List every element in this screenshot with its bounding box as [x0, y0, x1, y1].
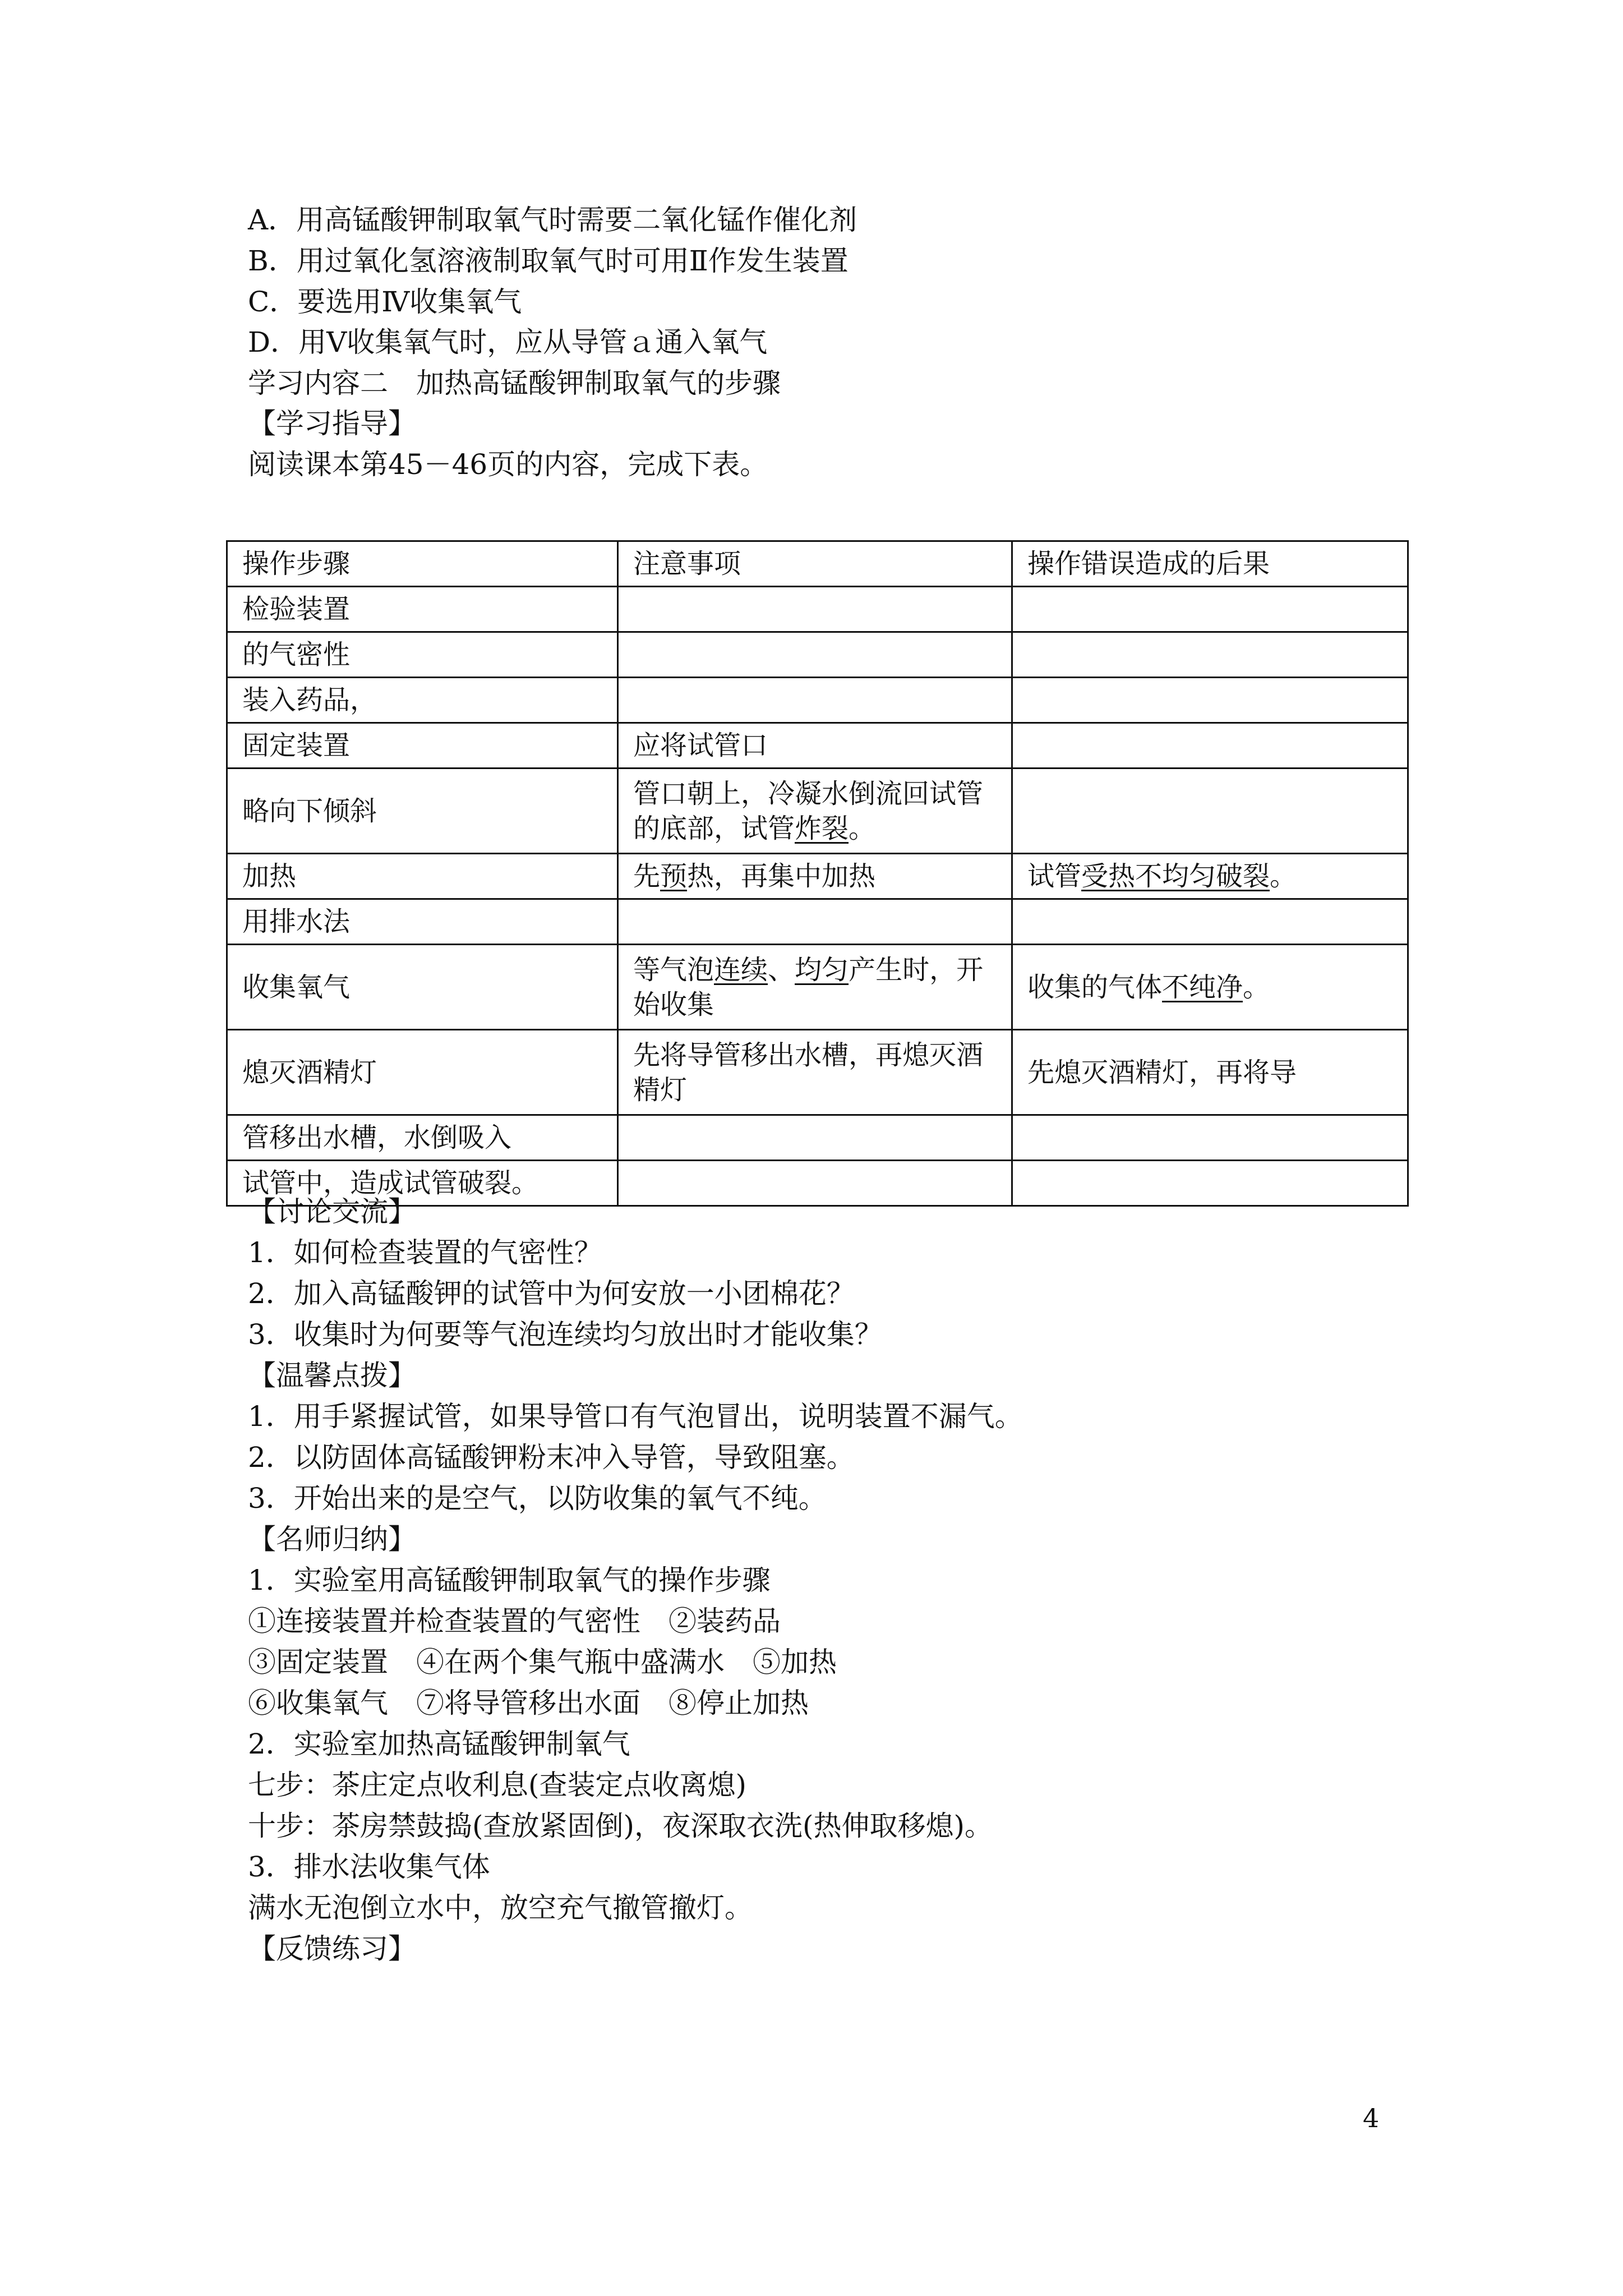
text-line: ①连接装置并检查装置的气密性 ②装药品 [248, 1605, 781, 1637]
cell-text: 、 [768, 954, 795, 986]
text-line: 2．以防固体高锰酸钾粉末冲入导管，导致阻塞。 [248, 1441, 855, 1474]
cell-notes [618, 854, 1012, 899]
text-line: ③固定装置 ④在两个集气瓶中盛满水 ⑤加热 [248, 1646, 837, 1678]
cell-consequence [1012, 678, 1408, 723]
cell-consequence [1012, 1030, 1408, 1115]
table-row [227, 1030, 1408, 1115]
page-number: 4 [1363, 2103, 1380, 2133]
header-step: 操作步骤 [227, 541, 618, 587]
steps-table-wrapper [226, 540, 1409, 1207]
cell-step: 用排水法 [227, 899, 618, 945]
cell-consequence [1012, 945, 1408, 1030]
text-line: 1．实验室用高锰酸钾制取氧气的操作步骤 [248, 1564, 771, 1596]
cell-step: 略向下倾斜 [227, 769, 618, 854]
table-row [227, 723, 1408, 769]
table-row [227, 769, 1408, 854]
text-line: 3．开始出来的是空气，以防收集的氧气不纯。 [248, 1482, 827, 1515]
text-line: 学习内容二 加热高锰酸钾制取氧气的步骤 [248, 367, 781, 399]
text-line: 十步：茶房禁鼓捣(查放紧固倒)，夜深取衣洗(热伸取移熄)。 [248, 1810, 993, 1842]
cell-text: 。 [1270, 861, 1297, 892]
cell-consequence [1012, 632, 1408, 678]
answer-text: 连续 [714, 954, 768, 986]
text-line: 3．收集时为何要等气泡连续均匀放出时才能收集？ [248, 1318, 883, 1351]
text-line: 1．用手紧握试管，如果导管口有气泡冒出，说明装置不漏气。 [248, 1400, 1023, 1433]
table-row [227, 945, 1408, 1030]
cell-text: 应将试管口 [633, 730, 768, 761]
text-line: 3．排水法收集气体 [248, 1851, 490, 1883]
text-line: D．用Ⅴ收集氧气时，应从导管ａ通入氧气 [248, 326, 768, 358]
text-line: 2．实验室加热高锰酸钾制氧气 [248, 1728, 630, 1760]
cell-notes [618, 945, 1012, 1030]
cell-notes [618, 1161, 1012, 1206]
cell-step: 管移出水槽，水倒吸入 [227, 1115, 618, 1161]
cell-notes [618, 1030, 1012, 1115]
cell-notes [618, 678, 1012, 723]
text-line: C．要选用Ⅳ收集氧气 [248, 286, 522, 318]
cell-text: 热，再集中加热 [687, 861, 876, 892]
cell-text: 试管 [1027, 861, 1082, 892]
cell-step: 收集氧气 [227, 945, 618, 1030]
header-consequence: 操作错误造成的后果 [1012, 541, 1408, 587]
text-line: 【讨论交流】 [248, 1195, 416, 1228]
cell-text: 管口朝上，冷凝水倒流回试管的底部，试管 [633, 777, 984, 844]
cell-consequence [1012, 854, 1408, 899]
text-line: 阅读课本第45－46页的内容，完成下表。 [248, 448, 768, 481]
text-line: 2．加入高锰酸钾的试管中为何安放一小团棉花？ [248, 1277, 855, 1310]
cell-text: 收集的气体 [1027, 971, 1163, 1003]
cell-notes [618, 1115, 1012, 1161]
text-line: 1．如何检查装置的气密性？ [248, 1236, 602, 1269]
cell-consequence [1012, 587, 1408, 632]
answer-text: 预 [660, 861, 688, 892]
cell-notes [618, 769, 1012, 854]
table-row [227, 587, 1408, 632]
cell-text: 先熄灭酒精灯，再将导 [1027, 1056, 1297, 1088]
header-notes: 注意事项 [618, 541, 1012, 587]
text-line: 【温馨点拨】 [248, 1359, 416, 1392]
cell-text: 先将导管移出水槽，再熄灭酒精灯 [633, 1039, 984, 1106]
table-row [227, 899, 1408, 945]
steps-table [226, 540, 1409, 1207]
table-row [227, 678, 1408, 723]
cell-step: 的气密性 [227, 632, 618, 678]
cell-consequence [1012, 1161, 1408, 1206]
table-row [227, 632, 1408, 678]
cell-step: 检验装置 [227, 587, 618, 632]
text-line: ⑥收集氧气 ⑦将导管移出水面 ⑧停止加热 [248, 1687, 809, 1719]
cell-step: 加热 [227, 854, 618, 899]
cell-step: 装入药品， [227, 678, 618, 723]
table-row [227, 854, 1408, 899]
text-line: 【名师归纳】 [248, 1523, 416, 1556]
cell-text: 产生时，开始收集 [633, 954, 984, 1020]
cell-step: 固定装置 [227, 723, 618, 769]
cell-notes [618, 632, 1012, 678]
cell-consequence [1012, 899, 1408, 945]
cell-notes [618, 899, 1012, 945]
cell-consequence [1012, 1115, 1408, 1161]
answer-text: 受热不均匀破裂 [1081, 861, 1270, 892]
text-line: B．用过氧化氢溶液制取氧气时可用Ⅱ作发生装置 [248, 245, 849, 277]
text-line: A．用高锰酸钾制取氧气时需要二氧化锰作催化剂 [248, 204, 857, 236]
cell-notes [618, 723, 1012, 769]
text-line: 七步：茶庄定点收利息(查装定点收离熄) [248, 1769, 747, 1801]
cell-text: 先 [633, 861, 661, 892]
table-header-row [227, 541, 1408, 587]
answer-text: 均匀 [795, 954, 849, 986]
answer-text: 不纯净 [1162, 971, 1243, 1003]
text-line: 【学习指导】 [248, 407, 416, 440]
text-line: 满水无泡倒立水中，放空充气撤管撤灯。 [248, 1892, 753, 1924]
cell-text: 。 [849, 812, 876, 844]
cell-consequence [1012, 769, 1408, 854]
cell-step: 试管中，造成试管破裂。 [227, 1161, 618, 1206]
answer-text: 炸裂 [795, 812, 849, 844]
cell-notes [618, 587, 1012, 632]
cell-step: 熄灭酒精灯 [227, 1030, 618, 1115]
cell-consequence [1012, 723, 1408, 769]
cell-text: 。 [1243, 971, 1270, 1003]
table-row [227, 1115, 1408, 1161]
cell-text: 等气泡 [633, 954, 714, 986]
text-line: 【反馈练习】 [248, 1932, 416, 1965]
